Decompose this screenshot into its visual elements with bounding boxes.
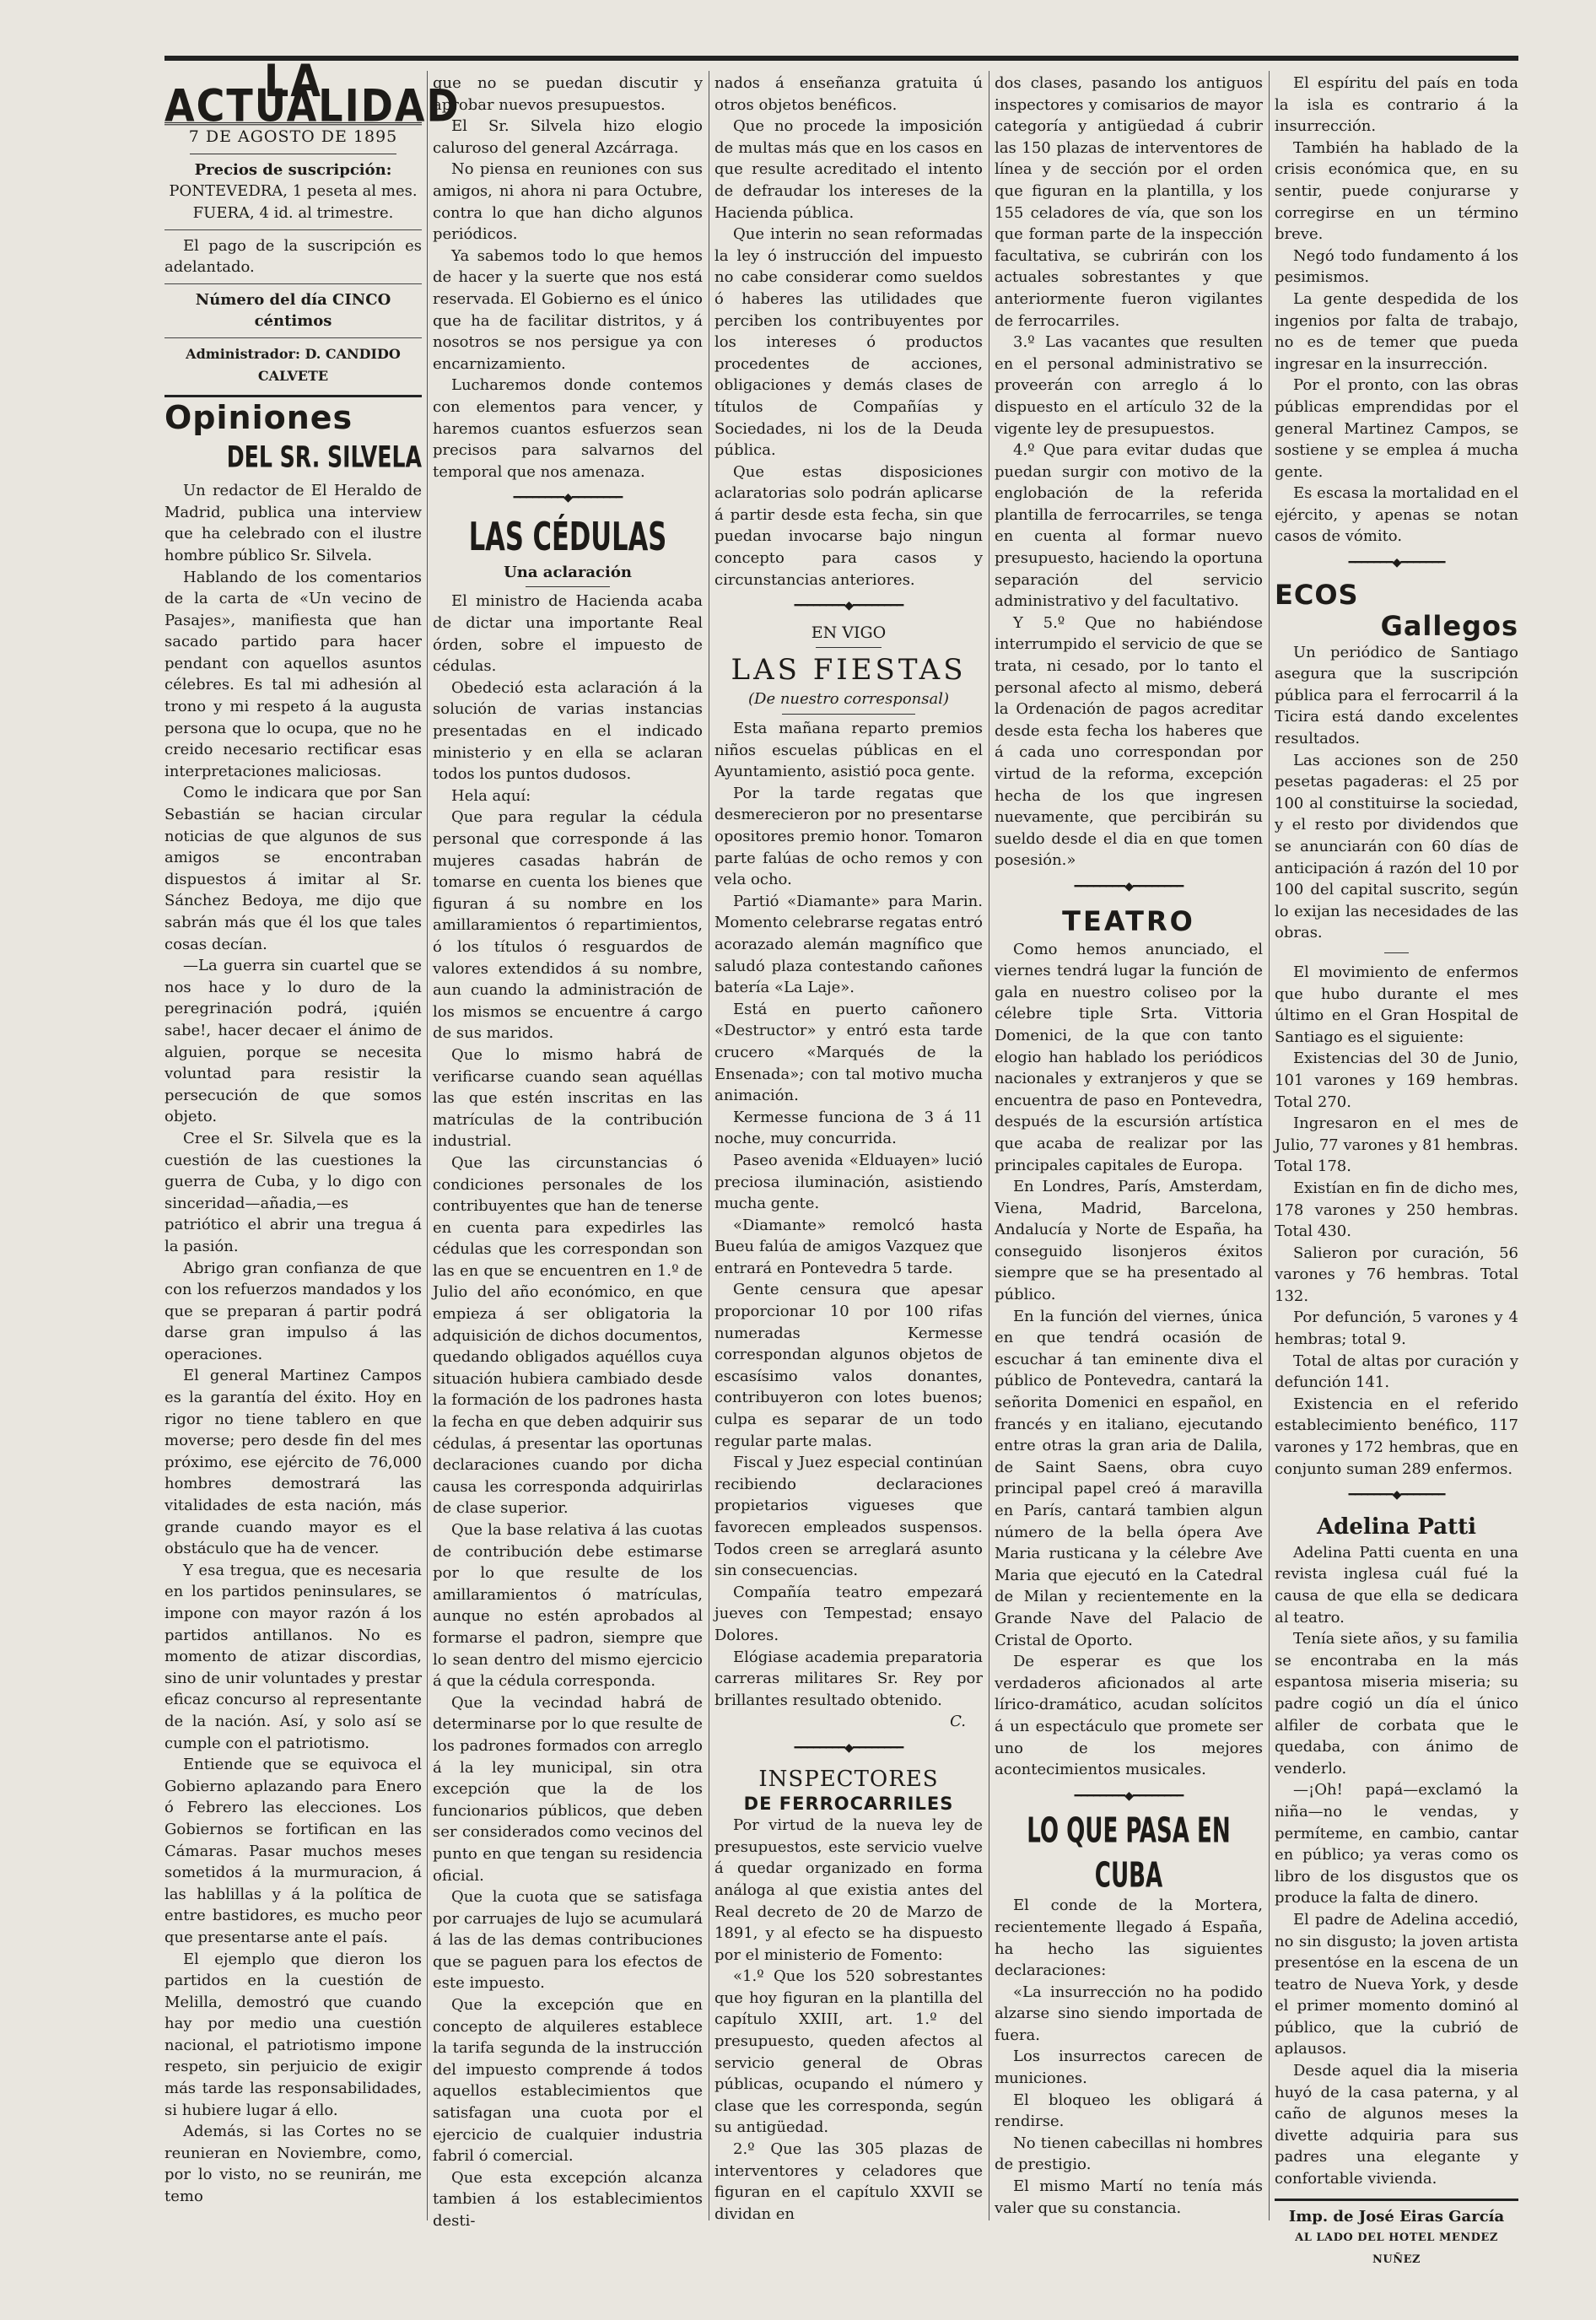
article-subheading-gallegos: Gallegos	[1380, 609, 1518, 642]
article-kicker: EN VIGO	[811, 623, 887, 642]
paragraph: El conde de la Mortera, recientemente llegado á España, ha hecho las siguientes declaraciones:	[995, 1896, 1263, 1980]
paragraph: Elógiase academia preparatoria carreras militares Sr. Rey por brillantes resultado obtenido.	[714, 1648, 983, 1709]
paragraph: No piensa en reuniones con sus amigos, ni ahora ni para Octubre, contra lo que han dicho algunos periódicos.	[433, 160, 703, 244]
paragraph: Fiscal y Juez especial continúan recibiendo declaraciones propietarios vigueses que favorecen empleados suspensos. Todos creen se arreglará asunto sin consecuencias.	[714, 1454, 983, 1580]
paragraph: Que esta excepción alcanza tambien á los establecimientos desti-	[433, 2168, 703, 2230]
paragraph: Como hemos anunciado, el viernes tendrá lugar la función de gala en nuestro coliseo por la célebre tiple Srta. Vittoria Domenici, de la que con tanto elogio han hablado los periódicos nacionales y extranjeros y que se encuentra de paso en Pontevedra, después de la escursión artística que acaba de realizar por las principales capitales de Europa.	[995, 940, 1263, 1174]
article-heading-inspectores: INSPECTORES	[758, 1766, 939, 1792]
paragraph: Compañía teatro empezará jueves con Tempestad; ensayo Dolores.	[714, 1583, 983, 1644]
ornament-divider: ━━━━━━━◆━━━━━━━	[1348, 556, 1445, 570]
paragraph: Como le indicara que por San Sebastián se hacian circular noticias de que algunos de sus amigos se encontraban dispuestos á imitar al Sr. Sánchez Bedoya, me dijo que sabrán más que él los que tales cosas decían.	[164, 784, 422, 953]
article-heading-cuba: LO QUE PASA EN CUBA	[1027, 1810, 1231, 1896]
paragraph: Cree el Sr. Silvela que es la cuestión de las cuestiones la guerra de Cuba, y lo digo con sinceridad—añadia,—es patriótico el abrir una tregua á la pasión.	[164, 1129, 422, 1255]
paragraph: El bloqueo les obligará á rendirse.	[995, 2091, 1263, 2131]
issue-date: 7 DE AGOSTO DE 1895	[188, 127, 398, 147]
paragraph: dos clases, pasando los antiguos inspectores y comisarios de mayor categoría y antigüedad á cubrir las 150 plazas de interventores de línea y de sección por el orden que figuran en la plantilla, y los 155 celadores de vía, que son los que forman parte de la inspección facultativa, se cubrirán con los actuales sobrestantes y que anteriormente fueron vigilantes de ferrocarriles.	[995, 74, 1263, 330]
paragraph: En la función del viernes, única en que tendrá ocasión de escuchar á tan eminente diva el público de Pontevedra, cantará la señorita Domenici en español, en francés y en italiano, ejecutando entre otras la gran aria de Dalila, de Saint Saens, obra cuyo principal papel creó á maravilla en París, cantará tambien algun número de la bella ópera Ave Maria rusticana y la célebre Ave Maria que ejecutó en la Catedral de Milan y recientemente en la Grande Nave del Palacio de Cristal de Oporto.	[995, 1307, 1263, 1649]
administrator: Administrador: D. CANDIDO CALVETE	[186, 345, 401, 384]
paragraph: Es escasa la mortalidad en el ejército, y apenas se notan casos de vómito.	[1275, 484, 1518, 546]
paragraph: 4.º Que para evitar dudas que puedan surgir con motivo de la englobación de la referida plantilla de ferrocarriles, se tenga en cuenta al formar nuevo presupuesto, haciendo la oportuna separación del servicio administrativo y del facultativo.	[995, 441, 1263, 611]
paragraph: —¡Oh! papá—exclamó la niña—no le vendas, y permíteme, en cambio, cantar en público; ya veras como os libro de los disgustos que os produce la falta de dinero.	[1275, 1781, 1518, 1907]
masthead-title: LA ACTUALIDAD	[164, 54, 461, 132]
paragraph: Que la excepción que en concepto de alquileres establece la tarifa segunda de la instrucción del impuesto comprende á todos aquellos establecimientos que satisfagan una cuota por el ejercicio de cualquier industria fabril ó comercial.	[433, 1996, 703, 2166]
paragraph: Lucharemos donde contemos con elementos para vencer, y haremos cuantos esfuerzos sean precisos para salvarnos del temporal que nos amenaza.	[433, 376, 703, 481]
paragraph: Ingresaron en el mes de Julio, 77 varones y 81 hembras. Total 178.	[1275, 1114, 1518, 1176]
paragraph: Existían en fin de dicho mes, 178 varones y 250 hembras. Total 430.	[1275, 1179, 1518, 1241]
paragraph: Paseo avenida «Elduayen» lució preciosa iluminación, asistiendo mucha gente.	[714, 1151, 983, 1213]
paragraph: El ministro de Hacienda acaba de dictar una importante Real órden, sobre el impuesto de cédulas.	[433, 592, 703, 676]
paragraph: Negó todo fundamento á los pesimismos.	[1275, 246, 1518, 287]
paragraph: Obedeció esta aclaración á la solución de varias instancias presentadas en el indicado ministerio y en ella se aclaran todos los puntos dudosos.	[433, 678, 703, 784]
paragraph: Abrigo gran confianza de que con los refuerzos mandados y los que se preparan á partir podrá darse gran impulso á las operaciones.	[164, 1259, 422, 1363]
article-subheading-silvela: DEL SR. SILVELA	[226, 439, 422, 475]
paragraph: 2.º Que las 305 plazas de interventores y celadores que figuran en el capítulo XXVII se dividan en	[714, 2140, 983, 2223]
newspaper-page	[164, 54, 1518, 2266]
printer-imprint: Imp. de José Eiras García	[1288, 2207, 1505, 2226]
paragraph: Por el pronto, con las obras públicas emprendidas por el general Martinez Campos, se sostiene y se emplea á mucha gente.	[1275, 376, 1518, 481]
payment-note: El pago de la suscripción es adelantado.	[164, 236, 422, 277]
ornament-divider: ━━━━━━━━◆━━━━━━━━	[794, 1740, 903, 1755]
paragraph: «La insurrección no ha podido alzarse sino siendo importada de fuera.	[995, 1983, 1263, 2044]
paragraph: Las acciones son de 250 pesetas pagaderas: el 25 por 100 al constituirse la sociedad, y el resto por dividendos que se anunciarán con 60 días de anticipación á razón del 10 por 100 del capital suscrito, según lo exijan las necesidades de las obras.	[1275, 751, 1518, 942]
divider	[1275, 2199, 1518, 2201]
paragraph: Por virtud de la nueva ley de presupuestos, este servicio vuelve á quedar organizado en forma análoga al que existia antes del Real decreto de 20 de Marzo de 1891, y al efecto se ha dispuesto por el ministerio de Fomento:	[714, 1816, 983, 1964]
paragraph: Y 5.º Que no habiéndose interrumpido el servicio de que se trata, ni cesado, por lo tanto el personal afecto al mismo, deberá la Ordenación de pagos acreditar desde esta fecha los haberes que á cada uno correspondan por virtud de la reforma, excepción hecha de los que ingresen nuevamente, que percibirán su sueldo desde el dia en que tomen posesión.»	[995, 613, 1263, 870]
article-heading-cedulas: LAS CÉDULAS	[468, 514, 667, 560]
paragraph: que no se puedan discutir y aprobar nuevos presupuestos.	[433, 74, 703, 114]
paragraph: «Diamante» remolcó hasta Bueu falúa de amigos Vazquez que entrará en Pontevedra 5 tarde.	[714, 1216, 983, 1277]
price-local: PONTEVEDRA, 1 peseta al mes.	[169, 182, 418, 201]
article-subheading-ferrocarriles: DE FERROCARRILES	[743, 1793, 954, 1814]
article-heading-ecos: ECOS	[1275, 578, 1359, 611]
paragraph: Existencia en el referido establecimiento benéfico, 117 varones y 172 hembras, que en conjunto suman 289 enfermos.	[1275, 1395, 1518, 1478]
paragraph: Que para regular la cédula personal que corresponde á las mujeres casadas habrán de tomarse en cuenta los bienes que figuran á su nombre en los amillaramientos ó repartimientos, ó los títulos ó resguardos de valores extendidos á su nombre, aun cuando la administración de los mismos se encuentre á cargo de sus maridos.	[433, 808, 703, 1043]
paragraph: Existencias del 30 de Junio, 101 varones y 169 hembras. Total 270.	[1275, 1049, 1518, 1111]
paragraph: —La guerra sin cuartel que se nos hace y lo duro de la peregrinación podrá, ¡quién sabe!, hacer decaer el ánimo de alguien, porque se necesita voluntad para resistir la persecución de que somos objeto.	[164, 957, 422, 1126]
paragraph: No tienen cabecillas ni hombres de prestigio.	[995, 2134, 1263, 2174]
column-2	[433, 73, 703, 2230]
ornament-divider: ━━━━━━━━◆━━━━━━━━	[1074, 1789, 1184, 1803]
paragraph: Adelina Patti cuenta en una revista inglesa cuál fué la causa de que ella se dedicara al teatro.	[1275, 1543, 1518, 1627]
paragraph: Por defunción, 5 varones y 4 hembras; total 9.	[1275, 1308, 1518, 1349]
issue-price: Número del día CINCO céntimos	[195, 290, 391, 331]
divider	[164, 337, 422, 338]
printer-address: AL LADO DEL HOTEL MENDEZ NUÑEZ	[1295, 2231, 1498, 2266]
paragraph: «1.º Que los 520 sobrestantes que hoy figuran en la plantilla del capítulo XXIII, art. 1.º del presupuesto, queden afectos al servicio general de Obras públicas, ocupando el número y clase que les corresponda, según su antigüedad.	[714, 1967, 983, 2137]
column-rule	[427, 71, 428, 2220]
paragraph: Total de altas por curación y defunción 141.	[1275, 1352, 1518, 1392]
paragraph: Salieron por curación, 56 varones y 76 hembras. Total 132.	[1275, 1244, 1518, 1305]
divider	[1384, 952, 1409, 953]
paragraph: La gente despedida de los ingenios por falta de trabajo, no es de temer que pueda ingresar en la insurrección.	[1275, 289, 1518, 373]
paragraph: Desde aquel dia la miseria huyó de la casa paterna, y al caño de algunos meses la divette adquiria para sus padres una elegante y confortable vivienda.	[1275, 2062, 1518, 2188]
price-outside: FUERA, 4 id. al trimestre.	[192, 203, 394, 222]
paragraph: Un periódico de Santiago asegura que la suscripción pública para el ferrocarril á la Ticira está dando excelentes resultados.	[1275, 643, 1518, 748]
article-byline: (De nuestro corresponsal)	[747, 690, 950, 709]
article-heading-teatro: TEATRO	[1062, 904, 1195, 937]
column-1	[164, 54, 461, 2220]
paragraph: Que no procede la imposición de multas más que en los casos en que resulte acreditado el intento de defraudar los intereses de la Hacienda pública.	[714, 117, 983, 222]
divider	[526, 586, 610, 587]
column-5	[1275, 73, 1518, 2266]
paragraph: 3.º Las vacantes que resulten en el personal administrativo se proveerán con arreglo á lo dispuesto en el artículo 32 de la vigente ley de presupuestos.	[995, 333, 1263, 438]
paragraph: El movimiento de enfermos que hubo durante el mes último en el Gran Hospital de Santiago es el siguiente:	[1275, 963, 1518, 1046]
paragraph: Está en puerto cañonero «Destructor» y entró esta tarde crucero «Marqués de la Ensenada»; con tal motivo mucha animación.	[714, 1000, 983, 1105]
paragraph: El general Martinez Campos es la garantía del éxito. Hoy en rigor no tiene tablero en que moverse; pero desde fin del mes próximo, ese ejército de 76,000 hombres demostrará las vitalidades de esta nación, más grande cuando mayor es el obstáculo que ha de vencer.	[164, 1367, 422, 1558]
paragraph: Hela aquí:	[451, 786, 531, 805]
divider	[164, 283, 422, 284]
paragraph: Ya sabemos todo lo que hemos de hacer y la suerte que nos está reservada. El Gobierno es el único que ha de facilitar distritos, y á nosotros se nos persigue ya con encarnizamiento.	[433, 246, 703, 373]
paragraph: Gente censura que apesar proporcionar 10 por 100 rifas numeradas Kermesse correspondan algunos objetos de escasísimo valos donantes, contribuyeron con lotes buenos; culpa es separar de un todo regular parte malas.	[714, 1281, 983, 1450]
paragraph: El padre de Adelina accedió, no sin disgusto; la joven artista presentóse en la escena de un teatro de Nueva York, y desde el primer momento dominó al público, que la cubrió de aplausos.	[1275, 1910, 1518, 2058]
paragraph: Los insurrectos carecen de municiones.	[995, 2048, 1263, 2088]
paragraph: También ha hablado de la crisis económica que, en su sentir, puede conjurarse y corregirse en un término breve.	[1275, 138, 1518, 244]
ornament-divider: ━━━━━━━━◆━━━━━━━━	[513, 491, 623, 505]
paragraph: Que interin no sean reformadas la ley ó instrucción del impuesto no cabe considerar como sueldos ó haberes las utilidades que perciben los contribuyentes por los intereses ó productos procedentes de acciones, obligaciones y demás clases de títulos de Compañías y Sociedades, ni los de la Deuda pública.	[714, 225, 983, 460]
paragraph: nados á enseñanza gratuita ú otros objetos benéficos.	[714, 74, 983, 114]
divider	[782, 714, 915, 715]
prices-title: Precios de suscripción:	[194, 160, 392, 179]
paragraph: Partió «Diamante» para Marin. Momento celebrarse regatas entró acorazado alemán magnífico que saludó plaza contestando cañones batería «La Laje».	[714, 892, 983, 997]
column-4	[995, 73, 1263, 2220]
paragraph: Un redactor de El Heraldo de Madrid, publica una interview que ha celebrado con el ilustre hombre público Sr. Silvela.	[164, 482, 422, 564]
column-rule	[1269, 71, 1270, 2220]
paragraph: Que lo mismo habrá de verificarse cuando sean aquéllas las que estén inscritas en las matrículas de la contribución industrial.	[433, 1045, 703, 1151]
paragraph: Y esa tregua, que es necesaria en los partidos peninsulares, se impone con mayor razón á los partidos antillanos. No es momento de atizar discordias, sino de unir voluntades y prestar eficaz concurso al representante de la nación. Así, y solo así se cumple con el patriotismo.	[164, 1561, 422, 1752]
article-heading-opiniones: Opiniones	[164, 399, 353, 437]
paragraph: En Londres, París, Amsterdam, Viena, Madrid, Barcelona, Andalucía y Norte de España, ha conseguido lisonjeros éxitos siempre que se ha presentado al público.	[995, 1178, 1263, 1304]
paragraph: Que la cuota que se satisfaga por carruajes de lujo se acumulará á las de las demas contribuciones que se paguen para los efectos de este impuesto.	[433, 1888, 703, 1993]
paragraph: Además, si las Cortes no se reunieran en Noviembre, como, por lo visto, no se reunirán, me temo	[164, 2123, 422, 2206]
article-heading-fiestas: LAS FIESTAS	[731, 653, 967, 688]
paragraph: Kermesse funciona de 3 á 11 noche, muy concurrida.	[714, 1108, 983, 1148]
divider	[164, 395, 422, 397]
article-signature: C.	[950, 1713, 966, 1731]
paragraph: El ejemplo que dieron los partidos en la cuestión de Melilla, demostró que cuando hay por medio una cuestión nacional, el patriotismo impone respeto, sin perjuicio de exigir más tarde las responsabilidades, si hubiere lugar á ello.	[164, 1950, 422, 2119]
paragraph: Que la vecindad habrá de determinarse por lo que resulte de los padrones formados con arreglo á la ley municipal, sin otra excepción que la de los funcionarios públicos, que deben ser considerados como vecinos del punto en que tengan su residencia oficial.	[433, 1693, 703, 1885]
paragraph: Que las circunstancias ó condiciones personales de los contribuyentes que han de tenerse en cuenta para expedirles las cédulas que les correspondan son las en que se encuentren en 1.º de Julio del año económico, en que empieza á ser obligatoria la adquisición de dichos documentos, quedando obligados aquéllos cuya situación hubiera cambiado desde la formación de los padrones hasta la fecha en que deben adquirir sus cédulas, á presentar las oportunas declaraciones cuando por dicha causa les corresponda adquirirlas de clase superior.	[433, 1153, 703, 1518]
paragraph: Por la tarde regatas que desmerecieron por no presentarse opositores premio honor. Tomaron parte falúas de ocho remos y con vela ocho.	[714, 784, 983, 889]
paragraph: El mismo Martí no tenía más valer que su constancia.	[995, 2177, 1263, 2217]
divider	[164, 229, 422, 230]
article-heading-patti: Adelina Patti	[1316, 1513, 1477, 1540]
paragraph: Que la base relativa á las cuotas de contribución debe estimarse por lo que resulte de los amillaramientos ó matrículas, aunque no estén aprobados al formarse el padron, siempre que lo sean dentro del mismo ejercicio á que la cédula corresponda.	[433, 1521, 703, 1691]
column-3	[714, 73, 983, 2223]
article-subheading: Una aclaración	[504, 563, 632, 581]
paragraph: Entiende que se equivoca el Gobierno aplazando para Enero ó Febrero las elecciones. Los Gobiernos se fortifican en las Cámaras. Pasar muchos meses sometidos á la murmuracion, á las hablillas y á la política de entre bastidores, es mucho peor que presentarse ante el país.	[164, 1756, 422, 1946]
divider	[816, 647, 882, 648]
ornament-divider: ━━━━━━━◆━━━━━━━	[1348, 1488, 1445, 1503]
paragraph: El Sr. Silvela hizo elogio caluroso del general Azcárraga.	[433, 117, 703, 157]
paragraph: Hablando de los comentarios de la carta de «Un vecino de Pasajes», manifiesta que han sacado partido para hacer pendant con aquellos asuntos célebres. Es tal mi adhesión al trono y mi respeto á la augusta persona que lo ocupa, que no he creido necesario rectificar esas interpretaciones maliciosas.	[164, 568, 422, 780]
paragraph: De esperar es que los verdaderos aficionados al arte lírico-dramático, acudan solícitos á un espectáculo que promete ser uno de los mejores acontecimientos musicales.	[995, 1653, 1263, 1779]
ornament-divider: ━━━━━━━━◆━━━━━━━━	[1074, 879, 1184, 893]
paragraph: El espíritu del país en toda la isla es contrario á la insurrección.	[1275, 74, 1518, 136]
paragraph: Que estas disposiciones aclaratorias solo podrán aplicarse á partir desde esta fecha, sin que puedan invocarse bajo ningun concepto para casos y circunstancias anteriores.	[714, 462, 983, 589]
paragraph: Esta mañana reparto premios niños escuelas públicas en el Ayuntamiento, asistió poca gente.	[714, 720, 983, 781]
paragraph: Tenía siete años, y su familia se encontraba en la más espantosa miseria miseria; su padre cogió un día el único alfiler de corbata que le quedaba, con ánimo de venderlo.	[1275, 1630, 1518, 1778]
ornament-divider: ━━━━━━━━◆━━━━━━━━	[794, 599, 903, 613]
